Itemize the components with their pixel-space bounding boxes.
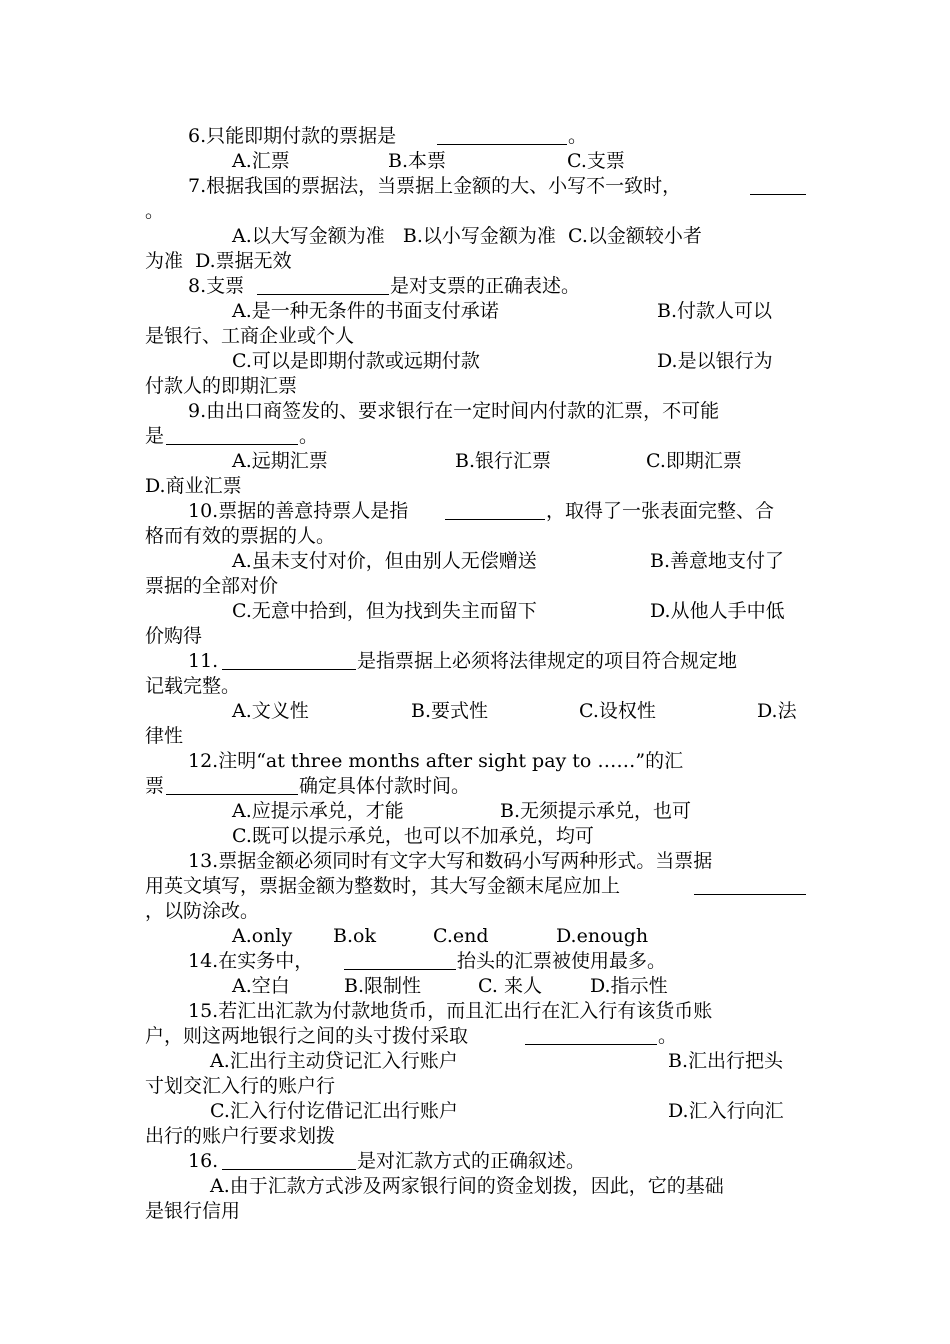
question-6-options: [0, 149, 950, 174]
answer-blank: [166, 426, 298, 445]
question-15-options-2: [0, 1099, 950, 1124]
answer-blank: [750, 176, 806, 195]
option-c: C.无意中拾到，但为找到失主而留下: [232, 600, 537, 622]
question-8-options-1b: [0, 324, 950, 349]
question-13-text: 13.票据金额必须同时有文字大写和数码小写两种形式。当票据: [188, 850, 713, 872]
question-15-stem-2: [0, 1024, 950, 1049]
question-10-text: 10.票据的善意持票人是指: [188, 500, 409, 522]
question-11-text-2: 记载完整。: [145, 675, 241, 697]
question-15-text-2: 户，则这两地银行之间的头寸拨付采取: [145, 1025, 469, 1047]
option-a: A.远期汇票: [232, 450, 328, 472]
question-10-options-2: [0, 599, 950, 624]
option-b: B.善意地支付了: [650, 550, 785, 572]
question-12-text-2: 票: [145, 775, 165, 797]
question-10-stem-2: [0, 524, 950, 549]
question-7-options-cont: [0, 249, 950, 274]
question-8-options-1: [0, 299, 950, 324]
question-15-end: 。: [658, 1025, 678, 1047]
question-16-stem: [0, 1149, 950, 1174]
option-a-cont: 是银行信用: [145, 1200, 241, 1222]
question-14-stem: [0, 949, 950, 974]
option-b: B.付款人可以: [657, 300, 773, 322]
option-a: A.应提示承兑，才能: [232, 800, 404, 822]
question-7-stem-end: [0, 199, 950, 224]
question-7-stem: [0, 174, 950, 199]
question-11-options-2: [0, 724, 950, 749]
question-9-options: [0, 449, 950, 474]
option-d: D.是以银行为: [657, 350, 773, 372]
option-c: C.汇入行付讫借记汇出行账户: [210, 1100, 458, 1122]
question-12-options-1: [0, 799, 950, 824]
option-a: A.是一种无条件的书面支付承诺: [232, 300, 499, 322]
question-9-options-2: [0, 474, 950, 499]
question-9-stem: [0, 399, 950, 424]
option-c: C.既可以提示承兑，也可以不加承兑，均可: [232, 825, 594, 847]
option-b: B.ok: [333, 925, 376, 947]
option-d: D.商业汇票: [145, 475, 242, 497]
option-d-cont: 律性: [145, 725, 184, 747]
question-13-options: [0, 924, 950, 949]
option-d-cont: 出行的账户行要求划拨: [145, 1125, 336, 1147]
question-13-text-2: 用英文填写，票据金额为整数时，其大写金额末尾应加上: [145, 875, 621, 897]
question-8-stem: [0, 274, 950, 299]
question-10-text-3: 格而有效的票据的人。: [145, 525, 336, 547]
question-15-options-1b: [0, 1074, 950, 1099]
option-b: B.无须提示承兑，也可: [500, 800, 692, 822]
option-b: B.银行汇票: [455, 450, 552, 472]
answer-blank: [694, 876, 806, 895]
option-b: B.本票: [388, 150, 447, 172]
option-c: C.end: [433, 925, 489, 947]
option-c: C.可以是即期付款或远期付款: [232, 350, 480, 372]
option-a: A.汇出行主动贷记汇入行账户: [210, 1050, 458, 1072]
question-16-options-2: [0, 1199, 950, 1224]
question-12-end: 确定具体付款时间。: [299, 775, 471, 797]
option-d: D.从他人手中低: [650, 600, 785, 622]
question-10-text-2: ，取得了一张表面完整、合: [546, 500, 775, 522]
question-16-number: 16.: [188, 1150, 219, 1172]
question-7-options: [0, 224, 950, 249]
answer-blank: [525, 1026, 657, 1045]
question-16-options: [0, 1174, 950, 1199]
option-c: C.设权性: [579, 700, 656, 722]
option-a: A.only: [232, 925, 293, 947]
question-9-text-2: 是: [145, 425, 165, 447]
option-b-cont: 是银行、工商企业或个人: [145, 325, 355, 347]
question-15-text: 15.若汇出汇款为付款地货币，而且汇出行在汇入行有该货币账: [188, 1000, 713, 1022]
answer-blank: [257, 276, 389, 295]
question-9-stem-2: [0, 424, 950, 449]
question-11-text: 是指票据上必须将法律规定的项目符合规定地: [357, 650, 738, 672]
option-b: B.汇出行把头: [668, 1050, 784, 1072]
question-7-text: 7.根据我国的票据法，当票据上金额的大、小写不一致时，: [188, 175, 682, 197]
question-10-options-1b: [0, 574, 950, 599]
question-8-options-2: [0, 349, 950, 374]
question-6-stem: [0, 124, 950, 149]
question-14-options: [0, 974, 950, 999]
answer-blank: [344, 951, 456, 970]
question-8-end: 是对支票的正确表述。: [390, 275, 581, 297]
question-13-text-3: ，以防涂改。: [145, 900, 260, 922]
option-b-cont: 票据的全部对价: [145, 575, 279, 597]
question-13-stem-2: [0, 874, 950, 899]
answer-blank: [445, 501, 545, 520]
answer-blank: [437, 126, 567, 145]
question-16-text: 是对汇款方式的正确叙述。: [357, 1150, 586, 1172]
option-d: D.法: [757, 700, 797, 722]
question-8-text: 8.支票: [188, 275, 245, 297]
option-d-cont: 付款人的即期汇票: [145, 375, 298, 397]
question-13-stem-3: [0, 899, 950, 924]
question-8-options-2b: [0, 374, 950, 399]
question-12-stem: [0, 749, 950, 774]
question-10-options-1: [0, 549, 950, 574]
option-a: A.文义性: [232, 700, 309, 722]
question-14-text: 14.在实务中，: [188, 950, 314, 972]
question-11-number: 11.: [188, 650, 219, 672]
option-c: C.支票: [567, 150, 625, 172]
question-15-stem: [0, 999, 950, 1024]
question-11-stem: [0, 649, 950, 674]
question-10-stem: [0, 499, 950, 524]
option-a: A.汇票: [232, 150, 290, 172]
question-6-end: 。: [568, 125, 588, 147]
option-b: B.要式性: [411, 700, 489, 722]
question-11-options: [0, 699, 950, 724]
option-d: D.指示性: [590, 975, 668, 997]
question-11-stem-2: [0, 674, 950, 699]
question-9-text: 9.由出口商签发的、要求银行在一定时间内付款的汇票，不可能: [188, 400, 720, 422]
option-c: C.即期汇票: [646, 450, 742, 472]
option-d: D.汇入行向汇: [668, 1100, 784, 1122]
option-d: D.enough: [556, 925, 649, 947]
answer-blank: [222, 651, 356, 670]
option-d-cont: 价购得: [145, 625, 203, 647]
option-a: A.空白: [232, 975, 290, 997]
question-9-end: 。: [299, 425, 319, 447]
option-a: A.由于汇款方式涉及两家银行间的资金划拨，因此，它的基础: [210, 1175, 724, 1197]
option-b: B.限制性: [344, 975, 422, 997]
question-13-stem: [0, 849, 950, 874]
answer-blank: [222, 1151, 356, 1170]
question-6-text: 6.只能即期付款的票据是: [188, 125, 397, 147]
question-15-options-2b: [0, 1124, 950, 1149]
question-15-options-1: [0, 1049, 950, 1074]
answer-blank: [166, 776, 298, 795]
options-line-2: 为准 D.票据无效: [145, 250, 292, 272]
question-14-end: 抬头的汇票被使用最多。: [457, 950, 667, 972]
options-line-1: A.以大写金额为准 B.以小写金额为准 C.以金额较小者: [232, 225, 702, 247]
question-12-text: 12.注明“at three months after sight pay to ……”的汇: [188, 750, 684, 772]
option-a: A.虽未支付对价，但由别人无偿赠送: [232, 550, 537, 572]
question-7-end: 。: [145, 200, 165, 222]
question-12-stem-2: [0, 774, 950, 799]
question-10-options-2b: [0, 624, 950, 649]
question-12-options-2: [0, 824, 950, 849]
option-c: C. 来人: [478, 975, 542, 997]
option-b-cont: 寸划交汇入行的账户行: [145, 1075, 336, 1097]
